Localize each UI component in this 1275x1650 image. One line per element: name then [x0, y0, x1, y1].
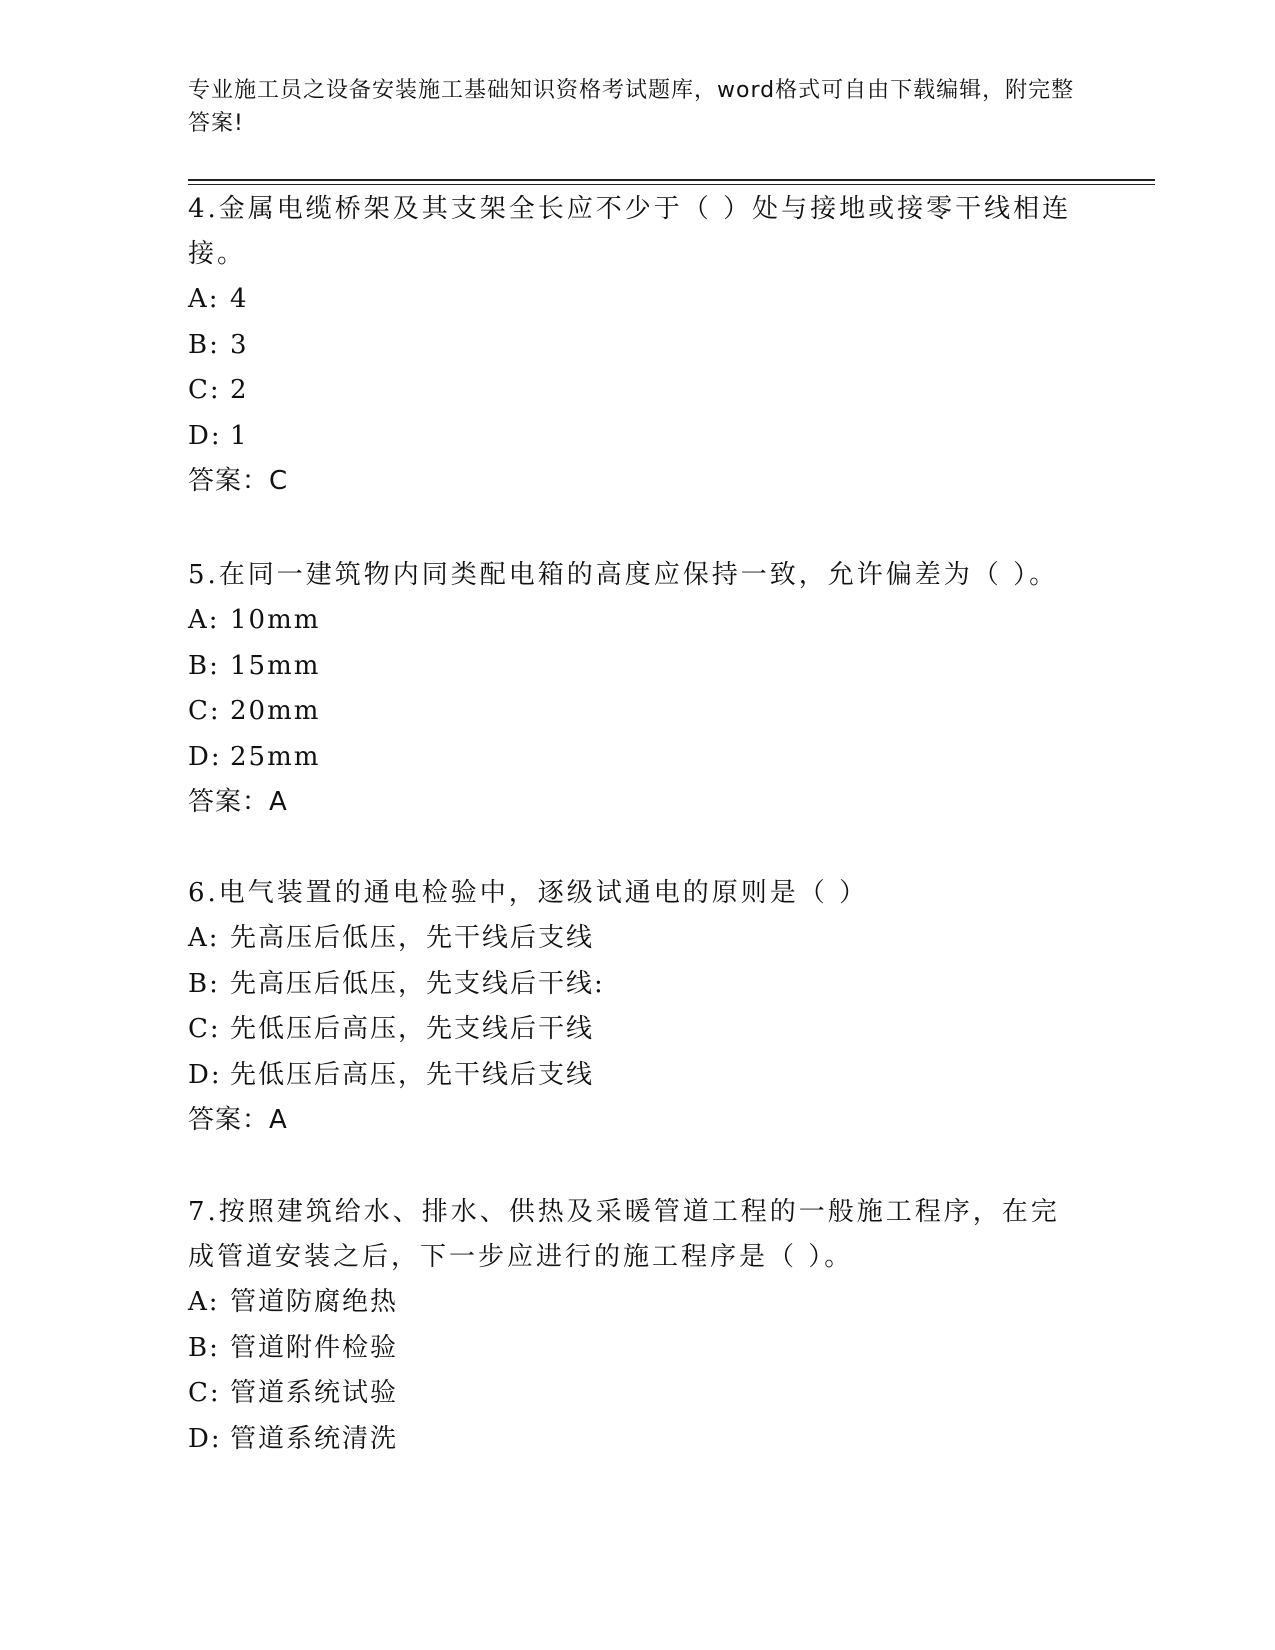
option-text: 先高压后低压，先支线后干线: — [230, 968, 605, 999]
option-d — [188, 1053, 1088, 1099]
option-text: 管道系统清洗 — [230, 1423, 399, 1454]
option-d — [188, 414, 1088, 460]
question-stem: 7.按照建筑给水、排水、供热及采暖管道工程的一般施工程序，在完成管道安装之后，下一步应进行的施工程序是（ ）。 — [188, 1197, 1060, 1272]
answer-line: 答案：C — [188, 466, 289, 496]
document-header: 专业施工员之设备安装施工基础知识资格考试题库，word格式可自由下载编辑，附完整答案! — [188, 78, 1075, 136]
question-stem: 6.电气装置的通电检验中，逐级试通电的原则是（ ） — [188, 878, 869, 908]
option-text: 管道附件检验 — [230, 1332, 399, 1363]
option-a — [188, 916, 1088, 962]
option-text: 25mm — [230, 741, 321, 772]
option-text: 3 — [230, 329, 249, 360]
question-4 — [188, 187, 1088, 504]
option-text: 10mm — [230, 605, 321, 635]
question-stem: 5.在同一建筑物内同类配电箱的高度应保持一致，允许偏差为（ ）。 — [188, 560, 1059, 590]
option-b — [188, 323, 1088, 369]
option-letter: D: — [188, 1059, 222, 1090]
option-text: 先高压后低压，先干线后支线 — [230, 923, 595, 953]
option-text: 先低压后高压，先干线后支线 — [230, 1059, 595, 1090]
option-letter: C: — [188, 1014, 221, 1044]
option-letter: C: — [188, 1378, 221, 1408]
option-letter: D: — [188, 741, 222, 772]
option-text: 先低压后高压，先支线后干线 — [230, 1014, 595, 1044]
option-text: 2 — [230, 375, 249, 405]
option-letter: A: — [188, 605, 220, 635]
option-c — [188, 1007, 1088, 1053]
option-a — [188, 598, 1088, 644]
option-a — [188, 1280, 1088, 1326]
option-c — [188, 368, 1088, 414]
question-6 — [188, 871, 1088, 1143]
option-d — [188, 735, 1088, 781]
option-letter: B: — [188, 329, 220, 360]
answer-line: 答案：A — [188, 1105, 288, 1135]
option-c — [188, 1371, 1088, 1417]
option-text: 15mm — [230, 650, 321, 681]
option-letter: C: — [188, 375, 221, 405]
option-letter: B: — [188, 650, 220, 681]
option-text: 20mm — [230, 696, 321, 726]
option-letter: A: — [188, 923, 220, 953]
option-letter: D: — [188, 420, 222, 451]
option-text: 4 — [230, 284, 249, 314]
option-letter: A: — [188, 1287, 220, 1317]
option-b — [188, 962, 1088, 1008]
option-a — [188, 277, 1088, 323]
option-letter: A: — [188, 284, 220, 314]
option-letter: C: — [188, 696, 221, 726]
header-divider-thin — [188, 184, 1155, 185]
header-divider-thick — [188, 179, 1155, 181]
question-5 — [188, 553, 1088, 825]
option-b — [188, 1326, 1088, 1372]
option-text: 管道系统试验 — [230, 1378, 399, 1408]
option-text: 1 — [230, 420, 249, 451]
option-b — [188, 644, 1088, 690]
option-letter: D: — [188, 1423, 222, 1454]
option-letter: B: — [188, 968, 220, 999]
answer-line: 答案：A — [188, 787, 288, 817]
question-stem: 4.金属电缆桥架及其支架全长应不少于（ ）处与接地或接零干线相连接。 — [188, 194, 1072, 269]
option-letter: B: — [188, 1332, 220, 1363]
question-7 — [188, 1190, 1088, 1462]
option-d — [188, 1417, 1088, 1463]
option-text: 管道防腐绝热 — [230, 1287, 399, 1317]
option-c — [188, 689, 1088, 735]
